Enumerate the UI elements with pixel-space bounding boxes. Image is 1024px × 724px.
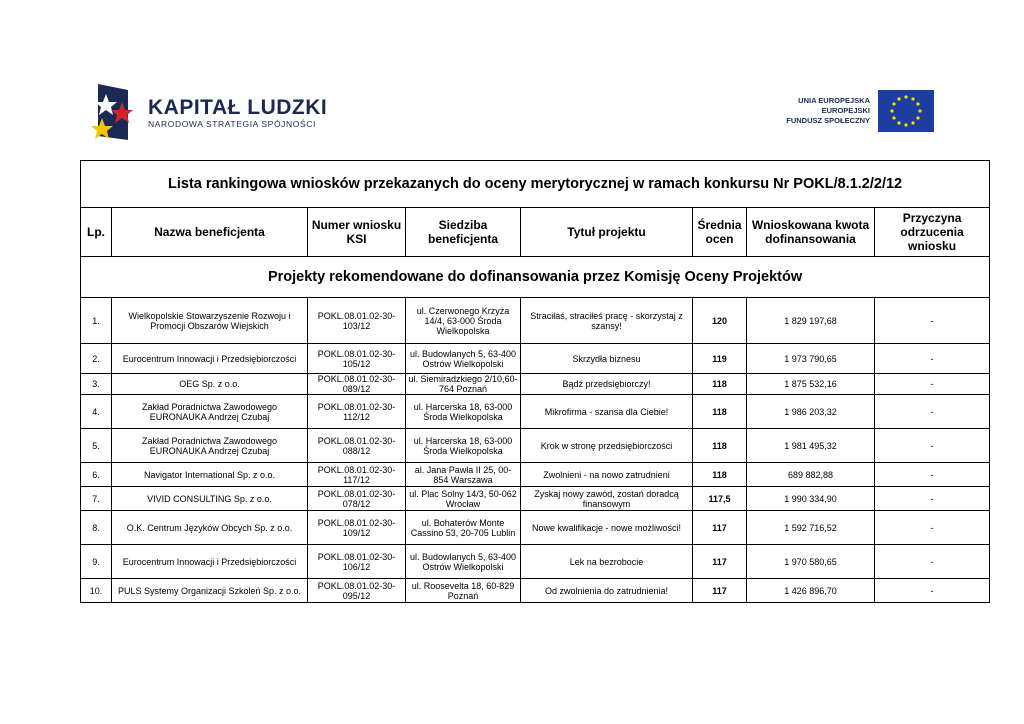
cell-amount: 1 973 790,65: [747, 344, 875, 374]
cell-number: POKL.08.01.02-30-105/12: [308, 344, 406, 374]
cell-name: Navigator International Sp. z o.o.: [112, 463, 308, 487]
cell-seat: al. Jana Pawła II 25, 00-854 Warszawa: [406, 463, 521, 487]
header-seat: Siedziba beneficjenta: [406, 208, 521, 257]
cell-reason: -: [875, 374, 990, 395]
cell-seat: ul. Czerwonego Krzyża 14/4, 63-000 Środa Wielkopolska: [406, 298, 521, 344]
cell-amount: 1 986 203,32: [747, 395, 875, 429]
table-row: [81, 579, 990, 603]
cell-number: POKL.08.01.02-30-106/12: [308, 545, 406, 579]
cell-project: Lek na bezrobocie: [521, 545, 693, 579]
cell-name: Eurocentrum Innowacji i Przedsiębiorczości: [112, 344, 308, 374]
cell-number: POKL.08.01.02-30-078/12: [308, 487, 406, 511]
cell-seat: ul. Budowlanych 5, 63-400 Ostrów Wielkopolski: [406, 344, 521, 374]
cell-project: Nowe kwalifikacje - nowe możliwości!: [521, 511, 693, 545]
cell-lp: 4.: [81, 395, 112, 429]
cell-reason: -: [875, 463, 990, 487]
cell-name: Zakład Poradnictwa Zawodowego EURONAUKA Andrzej Czubaj: [112, 429, 308, 463]
table-row: [81, 298, 990, 344]
cell-lp: 3.: [81, 374, 112, 395]
cell-number: POKL.08.01.02-30-089/12: [308, 374, 406, 395]
eu-flag-icon: [878, 90, 934, 132]
kapital-ludzki-emblem-icon: [88, 80, 144, 144]
cell-reason: -: [875, 298, 990, 344]
table-row: [81, 511, 990, 545]
cell-avg: 118: [693, 374, 747, 395]
cell-reason: -: [875, 545, 990, 579]
header-name: Nazwa beneficjenta: [112, 208, 308, 257]
cell-reason: -: [875, 429, 990, 463]
table-row: [81, 395, 990, 429]
cell-seat: ul. Harcerska 18, 63-000 Środa Wielkopolska: [406, 429, 521, 463]
cell-name: PULS Systemy Organizacji Szkoleń Sp. z o.o.: [112, 579, 308, 603]
header-project: Tytuł projektu: [521, 208, 693, 257]
header-lp: Lp.: [81, 208, 112, 257]
table-row: [81, 344, 990, 374]
cell-number: POKL.08.01.02-30-095/12: [308, 579, 406, 603]
eu-logo: [780, 82, 940, 140]
cell-name: VIVID CONSULTING Sp. z o.o.: [112, 487, 308, 511]
cell-number: POKL.08.01.02-30-109/12: [308, 511, 406, 545]
cell-name: Zakład Poradnictwa Zawodowego EURONAUKA Andrzej Czubaj: [112, 395, 308, 429]
cell-seat: ul. Roosevelta 18, 60-829 Poznań: [406, 579, 521, 603]
table-row: [81, 429, 990, 463]
cell-avg: 118: [693, 429, 747, 463]
cell-number: POKL.08.01.02-30-117/12: [308, 463, 406, 487]
cell-avg: 117: [693, 545, 747, 579]
cell-project: Mikrofirma - szansa dla Ciebie!: [521, 395, 693, 429]
cell-amount: 1 990 334,90: [747, 487, 875, 511]
header-number: Numer wniosku KSI: [308, 208, 406, 257]
cell-amount: 1 970 580,65: [747, 545, 875, 579]
cell-lp: 1.: [81, 298, 112, 344]
kapital-ludzki-title: KAPITAŁ LUDZKI: [148, 96, 328, 119]
cell-lp: 2.: [81, 344, 112, 374]
cell-reason: -: [875, 511, 990, 545]
cell-project: Zyskaj nowy zawód, zostań doradcą finansowym: [521, 487, 693, 511]
cell-reason: -: [875, 487, 990, 511]
eu-logo-line2: EUROPEJSKI: [821, 106, 870, 115]
cell-project: Skrzydła biznesu: [521, 344, 693, 374]
cell-reason: -: [875, 395, 990, 429]
cell-avg: 117: [693, 579, 747, 603]
header-avg: Średnia ocen: [693, 208, 747, 257]
cell-seat: ul. Siemiradzkiego 2/10,60-764 Poznań: [406, 374, 521, 395]
kapital-ludzki-subtitle: NARODOWA STRATEGIA SPÓJNOŚCI: [148, 119, 316, 129]
cell-amount: 1 829 197,68: [747, 298, 875, 344]
cell-amount: 1 981 495,32: [747, 429, 875, 463]
eu-logo-line1: UNIA EUROPEJSKA: [798, 96, 870, 105]
kapital-ludzki-logo: [88, 80, 328, 144]
cell-number: POKL.08.01.02-30-103/12: [308, 298, 406, 344]
cell-amount: 689 882,88: [747, 463, 875, 487]
cell-name: OEG Sp. z o.o.: [112, 374, 308, 395]
cell-reason: -: [875, 344, 990, 374]
cell-name: Eurocentrum Innowacji i Przedsiębiorczości: [112, 545, 308, 579]
table-row: [81, 374, 990, 395]
header-reason: Przyczyna odrzucenia wniosku: [875, 208, 990, 257]
cell-avg: 118: [693, 463, 747, 487]
cell-avg: 117,5: [693, 487, 747, 511]
cell-name: O.K. Centrum Języków Obcych Sp. z o.o.: [112, 511, 308, 545]
cell-reason: -: [875, 579, 990, 603]
cell-seat: ul. Bohaterów Monte Cassino 53, 20-705 Lublin: [406, 511, 521, 545]
cell-name: Wielkopolskie Stowarzyszenie Rozwoju i Promocji Obszarów Wiejskich: [112, 298, 308, 344]
cell-avg: 118: [693, 395, 747, 429]
cell-seat: ul. Budowlanych 5, 63-400 Ostrów Wielkopolski: [406, 545, 521, 579]
cell-amount: 1 875 532,16: [747, 374, 875, 395]
page-title: Lista rankingowa wniosków przekazanych do oceny merytorycznej w ramach konkursu Nr POKL/8.1.2/2/12: [81, 161, 990, 208]
cell-lp: 8.: [81, 511, 112, 545]
cell-lp: 5.: [81, 429, 112, 463]
table-row: [81, 487, 990, 511]
cell-project: Krok w stronę przedsiębiorczości: [521, 429, 693, 463]
cell-lp: 7.: [81, 487, 112, 511]
cell-project: Zwolnieni - na nowo zatrudnieni: [521, 463, 693, 487]
table-row: [81, 463, 990, 487]
header-amount: Wnioskowana kwota dofinansowania: [747, 208, 875, 257]
cell-avg: 117: [693, 511, 747, 545]
cell-seat: ul. Harcerska 18, 63-000 Środa Wielkopolska: [406, 395, 521, 429]
cell-amount: 1 592 716,52: [747, 511, 875, 545]
cell-number: POKL.08.01.02-30-088/12: [308, 429, 406, 463]
eu-logo-text: [786, 96, 870, 126]
cell-avg: 119: [693, 344, 747, 374]
cell-project: Od zwolnienia do zatrudnienia!: [521, 579, 693, 603]
eu-logo-line3: FUNDUSZ SPOŁECZNY: [786, 116, 870, 125]
table-row: [81, 545, 990, 579]
cell-amount: 1 426 896,70: [747, 579, 875, 603]
cell-project: Bądź przedsiębiorczy!: [521, 374, 693, 395]
cell-lp: 10.: [81, 579, 112, 603]
ranking-table: [80, 160, 990, 603]
section-title: Projekty rekomendowane do dofinansowania przez Komisję Oceny Projektów: [81, 257, 990, 298]
cell-number: POKL.08.01.02-30-112/12: [308, 395, 406, 429]
cell-lp: 9.: [81, 545, 112, 579]
cell-project: Straciłaś, straciłeś pracę - skorzystaj z szansy!: [521, 298, 693, 344]
cell-lp: 6.: [81, 463, 112, 487]
cell-seat: ul. Plac Solny 14/3, 50-062 Wrocław: [406, 487, 521, 511]
cell-avg: 120: [693, 298, 747, 344]
